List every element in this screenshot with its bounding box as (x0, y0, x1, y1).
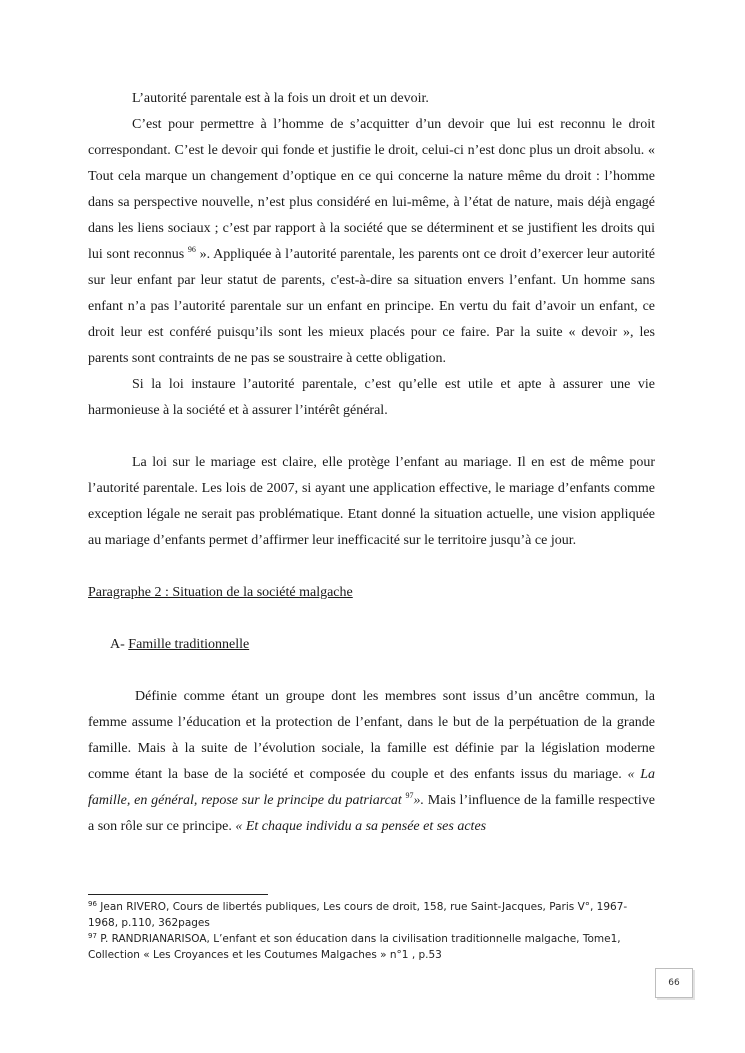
paragraph-5-text-b: Mais l’influence de la famille respective a son rôle sur ce principe. (88, 793, 655, 834)
paragraph-5 (88, 684, 655, 840)
footnote-97 (88, 931, 648, 963)
document-body (88, 86, 655, 840)
footnote-ref-97[interactable]: 97 (405, 791, 414, 800)
paragraph-3: Si la loi instaure l’autorité parentale, c’est qu’elle est utile et apte à assurer une vie harmonieuse à la société et à assurer l’intérêt général. (88, 377, 655, 418)
spacer (88, 424, 655, 450)
subsection-prefix: A- (110, 637, 125, 652)
page-number: 66 (655, 968, 693, 998)
footnote-number: 97 (88, 932, 97, 940)
paragraph-5-text-a: Définie comme étant un groupe dont les membres sont issus d’un ancêtre commun, la femme assume l’éducation et la protection de l’enfant, dans le but de la perpétuation de la grande famille. Mais à la suite de l’évolution sociale, la famille est définie par la législation moderne comme étant la base de la société et composée du couple et des enfants issus du mariage. (88, 689, 655, 782)
paragraph-2-text-a: C’est pour permettre à l’homme de s’acquitter d’un devoir que lui est reconnu le droit correspondant. C’est le devoir qui fonde et justifie le droit, celui-ci n’est donc plus un droit absolu. « Tout cela marque un changement d’optique en ce qui concerne la nature même du droit : l’homme dans sa perspective nouvelle, n’est plus considéré en lui-même, à l’état de nature, mais déjà engagé dans les liens sociaux ; c’est par rapport à la société que se déterminent et se justifient les droits qui lui sont reconnus (88, 117, 655, 262)
footnote-number: 96 (88, 900, 97, 908)
subsection-title: Famille traditionnelle (128, 637, 250, 652)
paragraph-4: La loi sur le mariage est claire, elle protège l’enfant au mariage. Il en est de même pour l’autorité parentale. Les lois de 2007, si ayant une application effective, le mariage d’enfants comme exception légale ne serait pas problématique. Etant donné la situation actuelle, une vision appliquée au mariage d’enfants permet d’affirmer leur inefficacité sur le territoire jusqu’à ce jour. (88, 455, 655, 548)
paragraph-2 (88, 112, 655, 372)
spacer (88, 554, 655, 580)
spacer (88, 606, 655, 632)
footnotes (88, 899, 648, 963)
paragraph-5-quote-2: « Et chaque individu a sa pensée et ses actes (235, 819, 487, 834)
paragraph-5-quote-1: « La famille, en général, repose sur le principe du patriarcat (88, 767, 655, 808)
footnote-separator (88, 894, 268, 895)
paragraph-1: L’autorité parentale est à la fois un droit et un devoir. (132, 91, 429, 106)
footnote-96 (88, 899, 648, 931)
paragraph-5-quote-1-end: ». (413, 793, 425, 808)
paragraph-2-text-b: ». Appliquée à l’autorité parentale, les parents ont ce droit d’exercer leur autorité sur leur enfant par leur statut de parents, c'est-à-dire sa situation envers l’enfant. Un homme sans enfant n’a pas l’autorité parentale sur un enfant en principe. En vertu du fait d’avoir un enfant, ce droit leur est conféré puisqu’ils sont les mieux placés pour ce faire. Par la suite « devoir », les parents sont contraints de ne pas se soustraire à cette obligation. (88, 247, 655, 366)
footnote-text: P. RANDRIANARISOA, L’enfant et son éducation dans la civilisation traditionnelle malgache, Tome1, Collection « Les Croyances et les Coutumes Malgaches » n°1 , p.53 (88, 933, 621, 961)
subsection-heading (88, 632, 655, 658)
footnote-text: Jean RIVERO, Cours de libertés publiques, Les cours de droit, 158, rue Saint-Jacques, Paris V°, 1967-1968, p.110, 362pages (88, 901, 628, 929)
section-heading: Paragraphe 2 : Situation de la société malgache (88, 585, 353, 600)
footnote-ref-96[interactable]: 96 (187, 245, 196, 254)
spacer (88, 658, 655, 684)
